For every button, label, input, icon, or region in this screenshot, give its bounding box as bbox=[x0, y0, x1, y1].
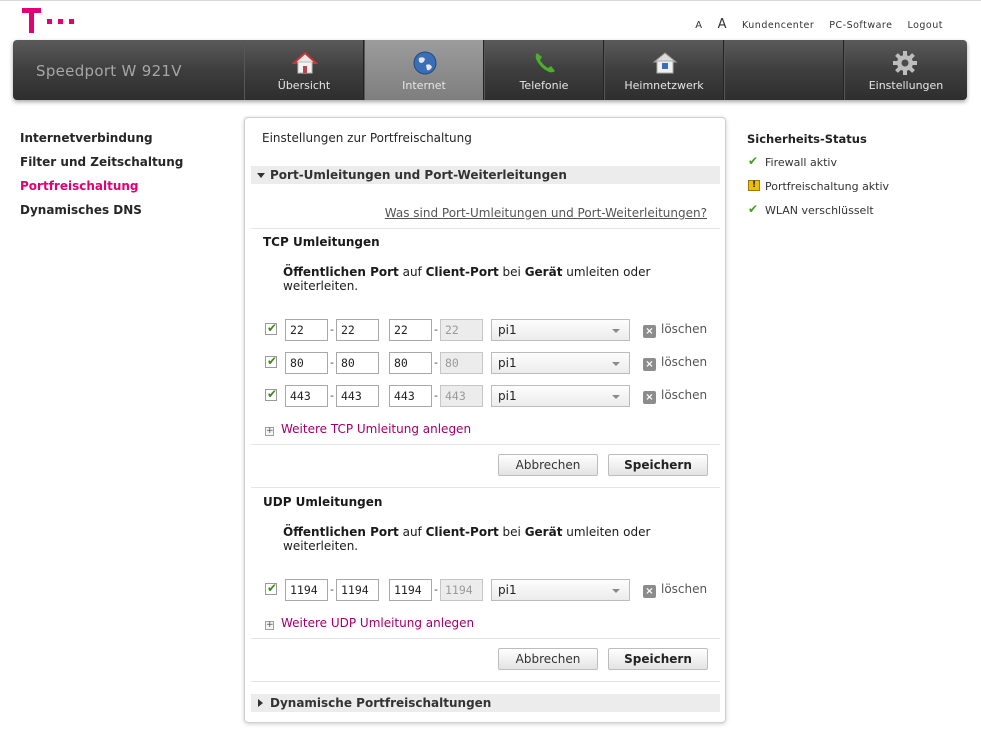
tab-telefonie[interactable] bbox=[484, 40, 604, 100]
pc-software-link[interactable]: PC-Software bbox=[829, 20, 893, 31]
collapse-icon bbox=[257, 173, 265, 178]
check-icon: ✔ bbox=[748, 154, 759, 168]
top-links bbox=[680, 17, 943, 32]
sidebar-item-internetverbindung[interactable]: Internetverbindung bbox=[20, 131, 153, 145]
tab-label: Internet bbox=[402, 79, 446, 92]
telekom-logo[interactable] bbox=[22, 8, 77, 34]
row-checkbox[interactable]: ✔ bbox=[267, 321, 278, 335]
status-item-portfreischaltung: ! Portfreischaltung aktiv bbox=[747, 180, 889, 204]
device-select[interactable]: pi1 bbox=[491, 579, 630, 601]
save-button[interactable]: Speichern bbox=[608, 454, 708, 476]
section-dynamic-header[interactable] bbox=[251, 694, 720, 712]
client-port-from[interactable]: 443 bbox=[389, 385, 432, 407]
public-port-to[interactable]: 1194 bbox=[336, 579, 379, 601]
chevron-down-icon bbox=[612, 329, 620, 333]
close-icon: × bbox=[643, 391, 656, 404]
chevron-down-icon bbox=[612, 362, 620, 366]
top-divider bbox=[0, 0, 981, 1]
delete-button[interactable]: × löschen bbox=[643, 388, 707, 404]
tcp-row: ✔ 443 - 443 443 - 443 pi1 × löschen bbox=[263, 384, 713, 408]
public-port-from[interactable]: 22 bbox=[285, 319, 328, 341]
public-port-to[interactable]: 80 bbox=[336, 352, 379, 374]
globe-icon bbox=[412, 50, 438, 76]
sidebar-item-dns[interactable]: Dynamisches DNS bbox=[20, 203, 142, 217]
main-panel bbox=[244, 117, 726, 723]
status-title: Sicherheits-Status bbox=[747, 132, 867, 146]
phone-icon bbox=[532, 50, 558, 76]
tcp-row: ✔ 80 - 80 80 - 80 pi1 × löschen bbox=[263, 351, 713, 375]
delete-button[interactable]: × löschen bbox=[643, 322, 707, 338]
tab-label: Übersicht bbox=[277, 79, 331, 92]
add-tcp-link[interactable]: + Weitere TCP Umleitung anlegen bbox=[266, 422, 472, 436]
gear-icon bbox=[892, 50, 918, 76]
cancel-button[interactable]: Abbrechen bbox=[498, 648, 598, 670]
save-button[interactable]: Speichern bbox=[608, 648, 708, 670]
font-small-button[interactable]: A bbox=[695, 20, 703, 31]
row-checkbox[interactable]: ✔ bbox=[267, 387, 278, 401]
section-title: Port-Umleitungen und Port-Weiterleitungen bbox=[270, 168, 567, 182]
security-status bbox=[747, 132, 889, 228]
section-port-forwarding-header[interactable] bbox=[251, 166, 720, 184]
tab-uebersicht[interactable] bbox=[244, 40, 364, 100]
cancel-button[interactable]: Abbrechen bbox=[498, 454, 598, 476]
device-name: Speedport W 921V bbox=[36, 62, 182, 80]
tab-internet[interactable] bbox=[364, 40, 484, 100]
divider bbox=[251, 228, 720, 229]
tcp-row: ✔ 22 - 22 22 - 22 pi1 × löschen bbox=[263, 318, 713, 342]
main-navigation bbox=[13, 40, 967, 100]
client-port-from[interactable]: 1194 bbox=[389, 579, 432, 601]
close-icon: × bbox=[643, 358, 656, 371]
client-port-from[interactable]: 80 bbox=[389, 352, 432, 374]
public-port-to[interactable]: 443 bbox=[336, 385, 379, 407]
sidebar bbox=[20, 130, 183, 226]
client-port-to: 443 bbox=[440, 385, 483, 407]
row-checkbox[interactable]: ✔ bbox=[267, 581, 278, 595]
logout-link[interactable]: Logout bbox=[907, 20, 943, 31]
plus-icon: + bbox=[266, 426, 274, 436]
add-udp-link[interactable]: + Weitere UDP Umleitung anlegen bbox=[266, 616, 475, 630]
device-select[interactable]: pi1 bbox=[491, 319, 630, 341]
delete-button[interactable]: × löschen bbox=[643, 355, 707, 371]
home-network-icon bbox=[652, 50, 678, 76]
client-port-to: 1194 bbox=[440, 579, 483, 601]
row-checkbox[interactable]: ✔ bbox=[267, 354, 278, 368]
udp-row: ✔ 1194 - 1194 1194 - 1194 pi1 × löschen bbox=[263, 578, 713, 602]
status-item-wlan: ✔ WLAN verschlüsselt bbox=[748, 202, 874, 217]
udp-description: Öffentlichen Port auf Client-Port bei Gerät umleiten oder weiterleiten. bbox=[283, 525, 651, 553]
tab-empty bbox=[724, 40, 844, 100]
sidebar-item-filter[interactable]: Filter und Zeitschaltung bbox=[20, 155, 184, 169]
close-icon: × bbox=[643, 325, 656, 338]
page-title: Einstellungen zur Portfreischaltung bbox=[262, 131, 472, 145]
warning-icon: ! bbox=[748, 180, 760, 191]
plus-icon: + bbox=[266, 620, 274, 630]
section-title: Dynamische Portfreischaltungen bbox=[270, 696, 492, 710]
tab-heimnetzwerk[interactable] bbox=[604, 40, 724, 100]
chevron-down-icon bbox=[612, 589, 620, 593]
divider bbox=[251, 638, 720, 639]
public-port-from[interactable]: 1194 bbox=[285, 579, 328, 601]
divider bbox=[251, 487, 720, 488]
udp-title: UDP Umleitungen bbox=[263, 495, 383, 509]
client-port-from[interactable]: 22 bbox=[389, 319, 432, 341]
tab-label: Heimnetzwerk bbox=[624, 79, 704, 92]
expand-icon bbox=[258, 699, 263, 707]
kundencenter-link[interactable]: Kundencenter bbox=[742, 20, 815, 31]
tab-einstellungen[interactable] bbox=[844, 40, 967, 100]
delete-button[interactable]: × löschen bbox=[643, 582, 707, 598]
chevron-down-icon bbox=[612, 395, 620, 399]
public-port-from[interactable]: 443 bbox=[285, 385, 328, 407]
status-item-firewall: ✔ Firewall aktiv bbox=[748, 154, 837, 169]
public-port-from[interactable]: 80 bbox=[285, 352, 328, 374]
divider bbox=[251, 444, 720, 445]
tcp-title: TCP Umleitungen bbox=[263, 235, 380, 249]
divider bbox=[251, 681, 720, 682]
client-port-to: 80 bbox=[440, 352, 483, 374]
tab-label: Einstellungen bbox=[868, 79, 944, 92]
close-icon: × bbox=[643, 585, 656, 598]
tab-label: Telefonie bbox=[519, 79, 569, 92]
device-select[interactable]: pi1 bbox=[491, 352, 630, 374]
help-link[interactable]: Was sind Port-Umleitungen und Port-Weiterleitungen? bbox=[384, 206, 707, 220]
house-icon bbox=[292, 50, 318, 76]
public-port-to[interactable]: 22 bbox=[336, 319, 379, 341]
check-icon: ✔ bbox=[748, 202, 759, 216]
font-large-button[interactable]: A bbox=[717, 17, 728, 32]
sidebar-item-portfreischaltung[interactable]: Portfreischaltung bbox=[20, 179, 139, 193]
client-port-to: 22 bbox=[440, 319, 483, 341]
tcp-description: Öffentlichen Port auf Client-Port bei Gerät umleiten oder weiterleiten. bbox=[283, 265, 651, 293]
device-select[interactable]: pi1 bbox=[491, 385, 630, 407]
